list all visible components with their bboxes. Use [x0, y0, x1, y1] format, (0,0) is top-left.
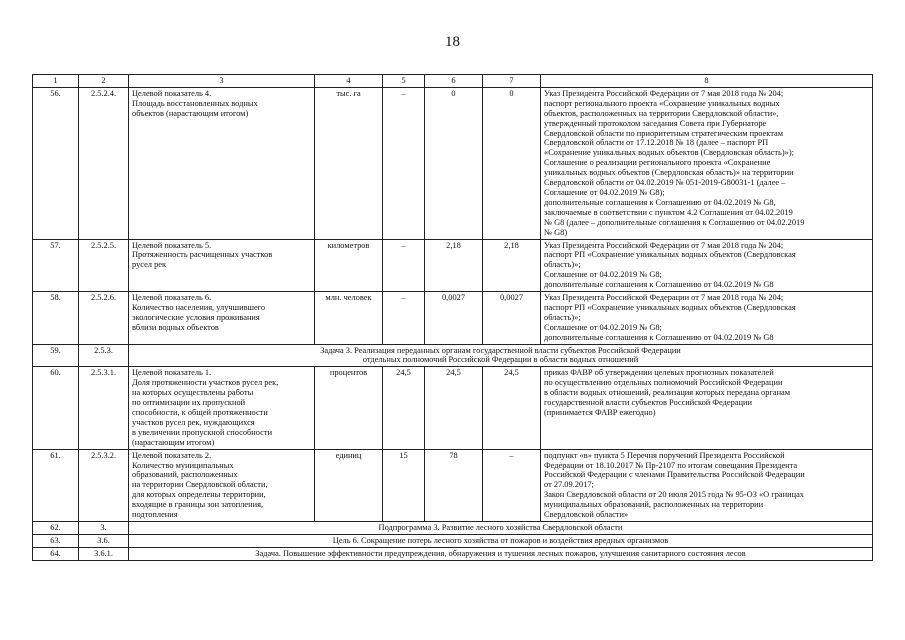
row-code-cell: 2.5.2.5. — [79, 239, 129, 292]
indicator-name-cell: Целевой показатель 2. Количество муниципальных образований, расположенных на территории Свердловской области, для которых определены территории, входящие в границы зон затопления, подтопления — [129, 449, 315, 521]
page-number: 18 — [445, 34, 460, 50]
section-title-cell: Задача 3. Реализация переданных органам государственной власти субъектов Российской Федерации отдельных полномочий Российской Федерации в области водных отношений — [129, 344, 873, 367]
row-code-cell: 2.5.2.4. — [79, 87, 129, 239]
header-cell: 5 — [383, 75, 425, 88]
section-title-cell: Подпрограмма 3. Развитие лесного хозяйства Свердловской области — [129, 521, 873, 534]
header-cell: 4 — [315, 75, 383, 88]
value-cell: 24,5 — [425, 367, 483, 449]
row-number-cell: 61. — [33, 449, 79, 521]
section-title-cell: Цель 6. Сокращение потерь лесного хозяйства от пожаров и воздействия вредных организмов — [129, 534, 873, 547]
value-cell: 15 — [383, 449, 425, 521]
source-cell: приказ ФАВР об утверждении целевых прогнозных показателей по осуществлению отдельных полномочий Российской Федерации в области водных отношений, реализация которых передана органам государственной власти субъектов Российской Федерации (принимается ФАВР ежегодно) — [541, 367, 873, 449]
row-number-cell: 60. — [33, 367, 79, 449]
table-row — [33, 367, 873, 449]
table-row — [33, 239, 873, 292]
value-cell: 0 — [483, 87, 541, 239]
table-row — [33, 292, 873, 345]
table-row — [33, 521, 873, 534]
row-number-cell: 56. — [33, 87, 79, 239]
header-cell: 2 — [79, 75, 129, 88]
value-cell: 0,0027 — [483, 292, 541, 345]
unit-cell: километров — [315, 239, 383, 292]
source-cell: Указ Президента Российской Федерации от 7 мая 2018 года № 204; паспорт регионального проекта «Сохранение уникальных водных объектов, расположенных на территории Свердловской области», утвержденный протоколом заседания Совета при Губернаторе Свердловской области по приоритетным стратегическим проектам Свердловской области от 17.12.2018 № 18 (далее – паспорт РП «Сохранение уникальных водных объектов (Свердловская область)»); Соглашение о реализации регионального проекта «Сохранение уникальных водных объектов (Свердловская область)» на территории Свердловской области от 04.02.2019 № 051-2019-G80031-1 (далее – Соглашение от 04.02.2019 № G8); дополнительные соглашения к Соглашению от 04.02.2019 № G8, заключаемые в соответствии с пунктом 4.2 Соглашения от 04.02.2019 № G8 (далее – дополнительные соглашения к Соглашению от 04.02.2019 № G8) — [541, 87, 873, 239]
row-code-cell: 3.6.1. — [79, 547, 129, 560]
value-cell: 2,18 — [425, 239, 483, 292]
table-row — [33, 547, 873, 560]
source-cell: подпункт «в» пункта 5 Перечня поручений Президента Российской Федерации от 18.10.2017 № Пр-2107 по итогам совещания Президента Российской Федерации с членами Правительства Российской Федерации от 27.09.2017; Закон Свердловской области от 20 июля 2015 года № 95-ОЗ «О границах муниципальных образований, расположенных на территории Свердловской области» — [541, 449, 873, 521]
row-number-cell: 59. — [33, 344, 79, 367]
value-cell: 0 — [425, 87, 483, 239]
unit-cell: процентов — [315, 367, 383, 449]
header-cell: 3 — [129, 75, 315, 88]
unit-cell: млн. человек — [315, 292, 383, 345]
header-cell: 6 — [425, 75, 483, 88]
indicator-name-cell: Целевой показатель 4. Площадь восстановленных водных объектов (нарастающим итогом) — [129, 87, 315, 239]
value-cell: 24,5 — [483, 367, 541, 449]
row-code-cell: 2.5.3.2. — [79, 449, 129, 521]
row-number-cell: 64. — [33, 547, 79, 560]
source-cell: Указ Президента Российской Федерации от 7 мая 2018 года № 204; паспорт РП «Сохранение уникальных водных объектов (Свердловская область)»; Соглашение от 04.02.2019 № G8; дополнительные соглашения к Соглашению от 04.02.2019 № G8 — [541, 239, 873, 292]
value-cell: 2,18 — [483, 239, 541, 292]
table-row — [33, 344, 873, 367]
value-cell: – — [483, 449, 541, 521]
indicator-name-cell: Целевой показатель 6. Количество населения, улучшившего экологические условия проживания вблизи водных объектов — [129, 292, 315, 345]
row-code-cell: 3. — [79, 521, 129, 534]
indicators-table — [32, 74, 873, 561]
value-cell: – — [383, 292, 425, 345]
row-code-cell: 3.6. — [79, 534, 129, 547]
value-cell: – — [383, 239, 425, 292]
table-row — [33, 87, 873, 239]
table-row — [33, 449, 873, 521]
header-cell: 7 — [483, 75, 541, 88]
row-code-cell: 2.5.3.1. — [79, 367, 129, 449]
value-cell: – — [383, 87, 425, 239]
value-cell: 0,0027 — [425, 292, 483, 345]
header-row — [33, 75, 873, 88]
header-cell: 1 — [33, 75, 79, 88]
source-cell: Указ Президента Российской Федерации от 7 мая 2018 года № 204; паспорт РП «Сохранение уникальных водных объектов (Свердловская область)»; Соглашение от 04.02.2019 № G8; дополнительные соглашения к Соглашению от 04.02.2019 № G8 — [541, 292, 873, 345]
row-number-cell: 57. — [33, 239, 79, 292]
table-row — [33, 534, 873, 547]
indicator-name-cell: Целевой показатель 1. Доля протяженности участков русел рек, на которых осуществлены работы по оптимизации их пропускной способности, к общей протяженности участков русел рек, нуждающихся в увеличении пропускной способности (нарастающим итогом) — [129, 367, 315, 449]
row-number-cell: 63. — [33, 534, 79, 547]
row-code-cell: 2.5.2.6. — [79, 292, 129, 345]
unit-cell: тыс. га — [315, 87, 383, 239]
value-cell: 24,5 — [383, 367, 425, 449]
header-cell: 8 — [541, 75, 873, 88]
indicator-name-cell: Целевой показатель 5. Протяженность расчищенных участков русел рек — [129, 239, 315, 292]
value-cell: 78 — [425, 449, 483, 521]
row-code-cell: 2.5.3. — [79, 344, 129, 367]
unit-cell: единиц — [315, 449, 383, 521]
row-number-cell: 62. — [33, 521, 79, 534]
row-number-cell: 58. — [33, 292, 79, 345]
section-title-cell: Задача. Повышение эффективности предупреждения, обнаружения и тушения лесных пожаров, улучшения санитарного состояния лесов — [129, 547, 873, 560]
